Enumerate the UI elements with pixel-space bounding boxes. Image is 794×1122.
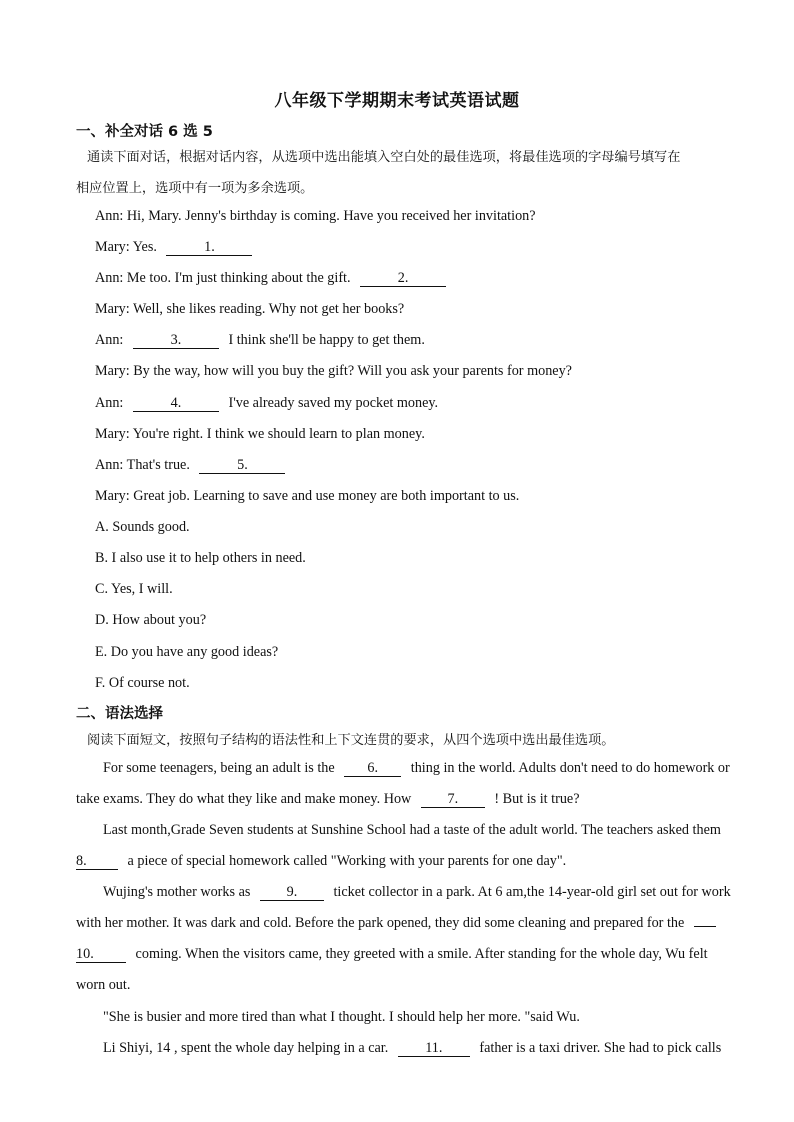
- dialogue-line-3-text: Ann: Me too. I'm just thinking about the gift.: [95, 270, 351, 286]
- blank-9[interactable]: 9.: [260, 885, 324, 901]
- passage-line-2-end: ! But is it true?: [494, 791, 580, 807]
- dialogue-line-5-text: I think she'll be happy to get them.: [228, 332, 425, 348]
- dialogue-line-9-text: Ann: That's true.: [95, 457, 190, 473]
- blank-5[interactable]: 5.: [199, 458, 285, 474]
- passage-line-10-start: Li Shiyi, 14 , spent the whole day helping in a car.: [103, 1040, 389, 1056]
- blank-1[interactable]: 1.: [166, 240, 252, 256]
- section-1-instructions-line-2: 相应位置上，选项中有一项为多余选项。: [76, 181, 314, 196]
- passage-line-7: [76, 946, 708, 963]
- blank-4[interactable]: 4.: [133, 396, 219, 412]
- passage-line-4: [76, 853, 566, 870]
- passage-line-6: [76, 915, 716, 932]
- passage-line-1-start: For some teenagers, being an adult is the: [103, 760, 335, 776]
- option-c: C. Yes, I will.: [95, 581, 173, 597]
- section-1-instructions-line-1: 通读下面对话，根据对话内容，从选项中选出能填入空白处的最佳选项，将最佳选项的字母编号填写在: [87, 150, 681, 165]
- dialogue-line-3: [95, 270, 446, 287]
- passage-line-5-end: ticket collector in a park. At 6 am,the 14-year-old girl set out for work: [333, 884, 731, 900]
- dialogue-line-8: Mary: You're right. I think we should learn to plan money.: [95, 426, 425, 442]
- dialogue-line-9: [95, 457, 285, 474]
- dialogue-line-6: Mary: By the way, how will you buy the gift? Will you ask your parents for money?: [95, 363, 572, 379]
- dialogue-line-5-speaker: Ann:: [95, 332, 124, 348]
- option-a: A. Sounds good.: [95, 519, 190, 535]
- passage-line-1: [103, 760, 730, 777]
- dialogue-line-4: Mary: Well, she likes reading. Why not get her books?: [95, 301, 405, 317]
- passage-line-7-text: coming. When the visitors came, they greeted with a smile. After standing for the whole day, Wu felt: [135, 946, 708, 962]
- dialogue-line-1: Ann: Hi, Mary. Jenny's birthday is coming. Have you received her invitation?: [95, 208, 536, 224]
- passage-line-9: "She is busier and more tired than what I thought. I should help her more. "said Wu.: [103, 1009, 580, 1025]
- blank-10-lead: [694, 926, 716, 927]
- dialogue-line-10: Mary: Great job. Learning to save and use money are both important to us.: [95, 488, 520, 504]
- section-2-instructions: 阅读下面短文，按照句子结构的语法性和上下文连贯的要求，从四个选项中选出最佳选项。: [87, 733, 615, 748]
- option-f: F. Of course not.: [95, 675, 190, 691]
- blank-7[interactable]: 7.: [421, 792, 485, 808]
- blank-10[interactable]: 10.: [76, 947, 126, 963]
- page-title: 八年级下学期期末考试英语试题: [274, 91, 520, 111]
- passage-line-5: [103, 884, 731, 901]
- blank-6[interactable]: 6.: [344, 761, 401, 777]
- passage-line-2: [76, 791, 580, 808]
- passage-line-1-end: thing in the world. Adults don't need to do homework or: [410, 760, 730, 776]
- blank-11[interactable]: 11.: [398, 1041, 470, 1057]
- passage-line-8: worn out.: [76, 977, 131, 993]
- dialogue-line-5: [95, 332, 425, 349]
- blank-2[interactable]: 2.: [360, 271, 446, 287]
- section-2-heading: 二、语法选择: [76, 706, 163, 722]
- passage-line-5-start: Wujing's mother works as: [103, 884, 251, 900]
- blank-3[interactable]: 3.: [133, 333, 219, 349]
- passage-line-6-text: with her mother. It was dark and cold. Before the park opened, they did some cleaning and prepared for the: [76, 915, 685, 931]
- dialogue-line-7-text: I've already saved my pocket money.: [228, 395, 439, 411]
- option-d: D. How about you?: [95, 612, 207, 628]
- dialogue-line-7: [95, 395, 438, 412]
- section-1-heading: 一、补全对话 6 选 5: [76, 124, 213, 140]
- dialogue-line-2: [95, 239, 252, 256]
- blank-8[interactable]: 8.: [76, 854, 118, 870]
- passage-line-3: Last month,Grade Seven students at Sunshine School had a taste of the adult world. The teachers asked them: [103, 822, 721, 838]
- passage-line-2-start: take exams. They do what they like and make money. How: [76, 791, 412, 807]
- option-e: E. Do you have any good ideas?: [95, 644, 279, 660]
- dialogue-line-7-speaker: Ann:: [95, 395, 124, 411]
- option-b: B. I also use it to help others in need.: [95, 550, 306, 566]
- passage-line-10: [103, 1040, 721, 1057]
- passage-line-4-text: a piece of special homework called "Working with your parents for one day".: [127, 853, 567, 869]
- dialogue-line-2-text: Mary: Yes.: [95, 239, 157, 255]
- passage-line-10-end: father is a taxi driver. She had to pick calls: [479, 1040, 722, 1056]
